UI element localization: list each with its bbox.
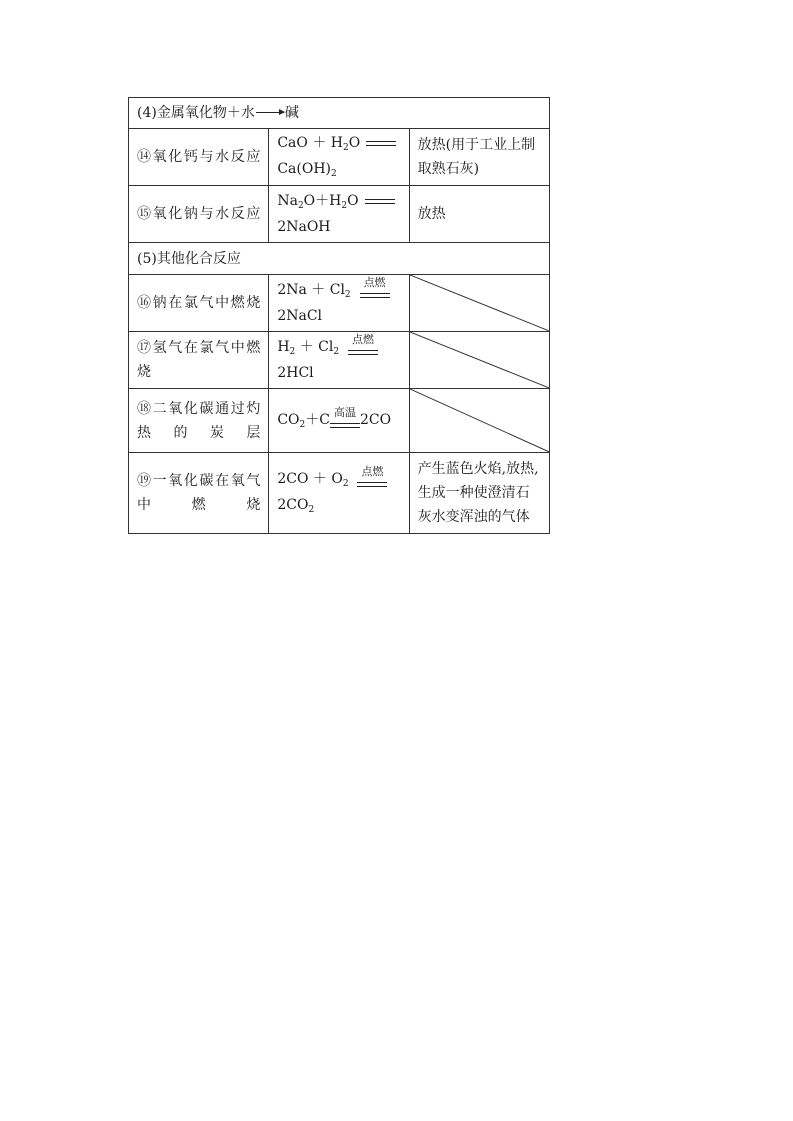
arrow-icon	[256, 112, 284, 113]
reaction-name: ⑯钠在氯气中燃烧	[129, 275, 269, 332]
section-4-heading-text: (4)金属氧化物＋水	[137, 105, 255, 121]
reaction-note: 放热	[409, 186, 549, 243]
reaction-note: 放热(用于工业上制取熟石灰)	[409, 129, 549, 186]
empty-cell-diagonal	[409, 332, 549, 389]
condition-equals-sign: 点燃	[357, 467, 387, 491]
condition-equals-sign: 点燃	[360, 278, 390, 302]
reaction-row-16	[129, 275, 550, 332]
section-4-heading	[129, 98, 550, 129]
condition-equals-sign: 高温	[330, 408, 360, 432]
reaction-equation: $2Na + Cl_2$ 点燃 2NaCl	[269, 275, 409, 332]
empty-cell-diagonal	[409, 275, 549, 332]
equals-sign-icon	[365, 199, 395, 204]
reaction-row-15	[129, 186, 550, 243]
reaction-equation: $2CO + O_2$ 点燃 $2CO_2$	[269, 453, 409, 534]
empty-cell-diagonal	[409, 389, 549, 453]
reaction-note: 产生蓝色火焰,放热,生成一种使澄清石灰水变浑浊的气体	[409, 453, 549, 534]
reaction-row-17	[129, 332, 550, 389]
reaction-equation: $CO_2+C$ 高温 2CO	[269, 389, 409, 453]
section-5-row	[129, 243, 550, 275]
reaction-row-14	[129, 129, 550, 186]
condition-equals-sign: 点燃	[348, 335, 378, 359]
reaction-name: ⑲一氧化碳在氧气中燃烧	[129, 453, 269, 534]
section-4-row	[129, 98, 550, 129]
section-5-heading: (5)其他化合反应	[129, 243, 550, 275]
reaction-name: ⑮氧化钠与水反应	[129, 186, 269, 243]
reaction-name: ⑱二氧化碳通过灼热的炭层	[129, 389, 269, 453]
section-4-heading-product: 碱	[284, 105, 299, 121]
reaction-row-19	[129, 453, 550, 534]
equals-sign-icon	[366, 141, 396, 146]
reaction-row-18	[129, 389, 550, 453]
reaction-name: ⑰氢气在氯气中燃烧	[129, 332, 269, 389]
reaction-table	[128, 97, 550, 534]
reaction-name: ⑭氧化钙与水反应	[129, 129, 269, 186]
reaction-equation: $Na_2O+H_2O$ 2NaOH	[269, 186, 409, 243]
reaction-equation: CaO ＋ $H_2O$ $Ca(OH)_2$	[269, 129, 409, 186]
reaction-equation: $H_2 + Cl_2$ 点燃 2HCl	[269, 332, 409, 389]
